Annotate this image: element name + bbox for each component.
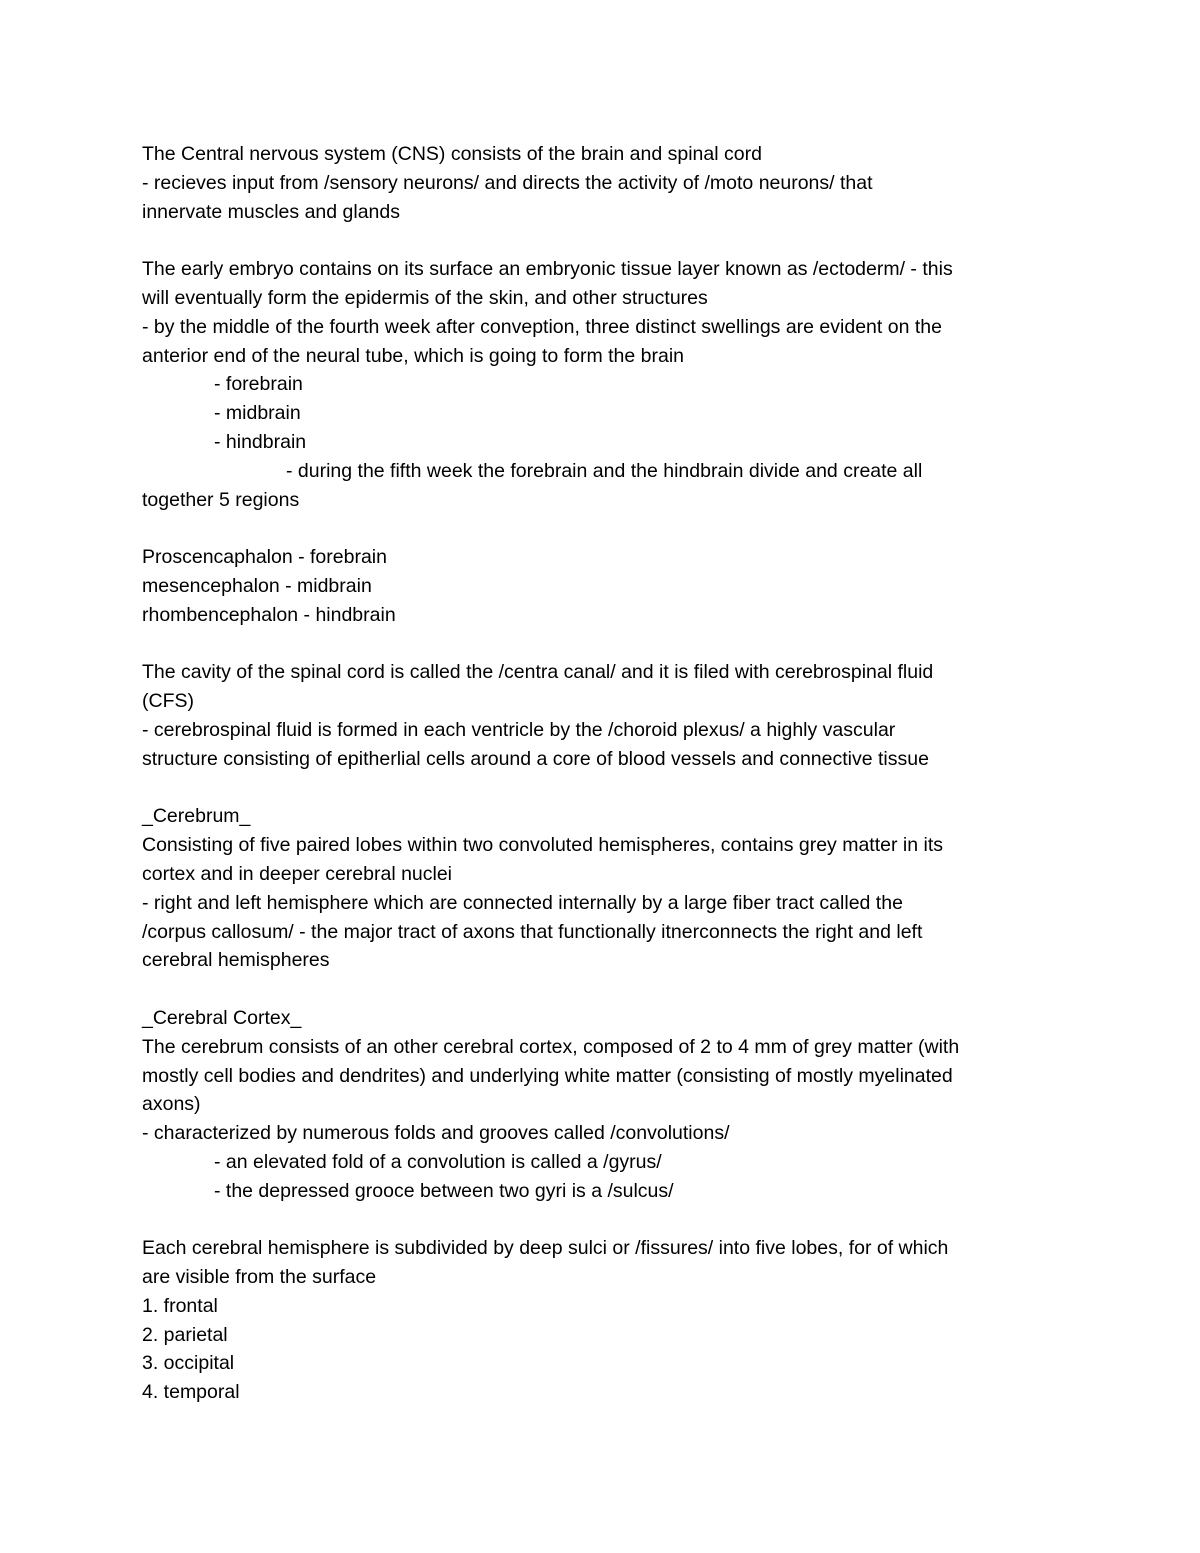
text-line: are visible from the surface bbox=[142, 1266, 377, 1289]
text-line: mostly cell bodies and dendrites) and underlying white matter (consisting of mostly myelinated bbox=[142, 1064, 953, 1087]
embryo-paragraph bbox=[142, 255, 1062, 514]
text-line: The early embryo contains on its surface an embryonic tissue layer known as /ectoderm/ - this bbox=[142, 258, 953, 281]
cortex-section bbox=[142, 1004, 1062, 1206]
text-line: structure consisting of epitherlial cells around a core of blood vessels and connective tissue bbox=[142, 747, 929, 770]
list-item: Proscencaphalon - forebrain bbox=[142, 546, 387, 569]
paragraph-spacer bbox=[142, 975, 1062, 1004]
text-line: /corpus callosum/ - the major tract of axons that functionally itnerconnects the right and left bbox=[142, 920, 923, 943]
paragraph-spacer bbox=[142, 226, 1062, 255]
text-line: - the depressed grooce between two gyri is a /sulcus/ bbox=[214, 1179, 674, 1202]
text-line: - characterized by numerous folds and grooves called /convolutions/ bbox=[142, 1122, 730, 1145]
list-item: 3. occipital bbox=[142, 1352, 235, 1375]
paragraph-spacer bbox=[142, 1205, 1062, 1234]
paragraph-spacer bbox=[142, 774, 1062, 803]
list-item: rhombencephalon - hindbrain bbox=[142, 603, 396, 626]
text-line: The cerebrum consists of an other cerebral cortex, composed of 2 to 4 mm of grey matter (with bbox=[142, 1035, 960, 1058]
document-body bbox=[142, 140, 1062, 1407]
cns-paragraph bbox=[142, 140, 1062, 226]
text-line: Each cerebral hemisphere is subdivided by deep sulci or /fissures/ into five lobes, for of which bbox=[142, 1237, 949, 1260]
list-item: mesencephalon - midbrain bbox=[142, 574, 372, 597]
text-line: The cavity of the spinal cord is called the /centra canal/ and it is filed with cerebrospinal fluid bbox=[142, 661, 934, 684]
list-item: - midbrain bbox=[214, 402, 301, 425]
text-line: anterior end of the neural tube, which is going to form the brain bbox=[142, 344, 684, 367]
text-line: will eventually form the epidermis of the skin, and other structures bbox=[142, 286, 708, 309]
text-line: cortex and in deeper cerebral nuclei bbox=[142, 862, 453, 885]
text-line: axons) bbox=[142, 1093, 201, 1116]
cavity-paragraph bbox=[142, 658, 1062, 773]
regions-list bbox=[142, 543, 1062, 629]
text-line: (CFS) bbox=[142, 690, 194, 713]
list-item: 1. frontal bbox=[142, 1294, 218, 1317]
text-line: together 5 regions bbox=[142, 488, 300, 511]
cerebrum-section bbox=[142, 802, 1062, 975]
text-line: - right and left hemisphere which are connected internally by a large fiber tract called the bbox=[142, 891, 903, 914]
list-item: 4. temporal bbox=[142, 1381, 240, 1404]
list-item: - forebrain bbox=[214, 373, 303, 396]
text-line: cerebral hemispheres bbox=[142, 949, 330, 972]
section-heading: _Cerebrum_ bbox=[142, 805, 251, 828]
lobes-section bbox=[142, 1234, 1062, 1407]
list-item: 2. parietal bbox=[142, 1323, 228, 1346]
list-item: - hindbrain bbox=[214, 430, 307, 453]
text-line: - cerebrospinal fluid is formed in each ventricle by the /choroid plexus/ a highly vascular bbox=[142, 718, 896, 741]
text-line: - an elevated fold of a convolution is called a /gyrus/ bbox=[214, 1150, 662, 1173]
section-heading: _Cerebral Cortex_ bbox=[142, 1006, 302, 1029]
text-line: Consisting of five paired lobes within two convoluted hemispheres, contains grey matter in its bbox=[142, 834, 943, 857]
paragraph-spacer bbox=[142, 514, 1062, 543]
text-line: - by the middle of the fourth week after conveption, three distinct swellings are evident on the bbox=[142, 315, 942, 338]
text-line: - recieves input from /sensory neurons/ and directs the activity of /moto neurons/ that bbox=[142, 171, 873, 194]
text-line: The Central nervous system (CNS) consists of the brain and spinal cord bbox=[142, 143, 762, 165]
paragraph-spacer bbox=[142, 630, 1062, 659]
text-line: - during the fifth week the forebrain and the hindbrain divide and create all bbox=[286, 459, 923, 482]
text-line: innervate muscles and glands bbox=[142, 200, 400, 223]
